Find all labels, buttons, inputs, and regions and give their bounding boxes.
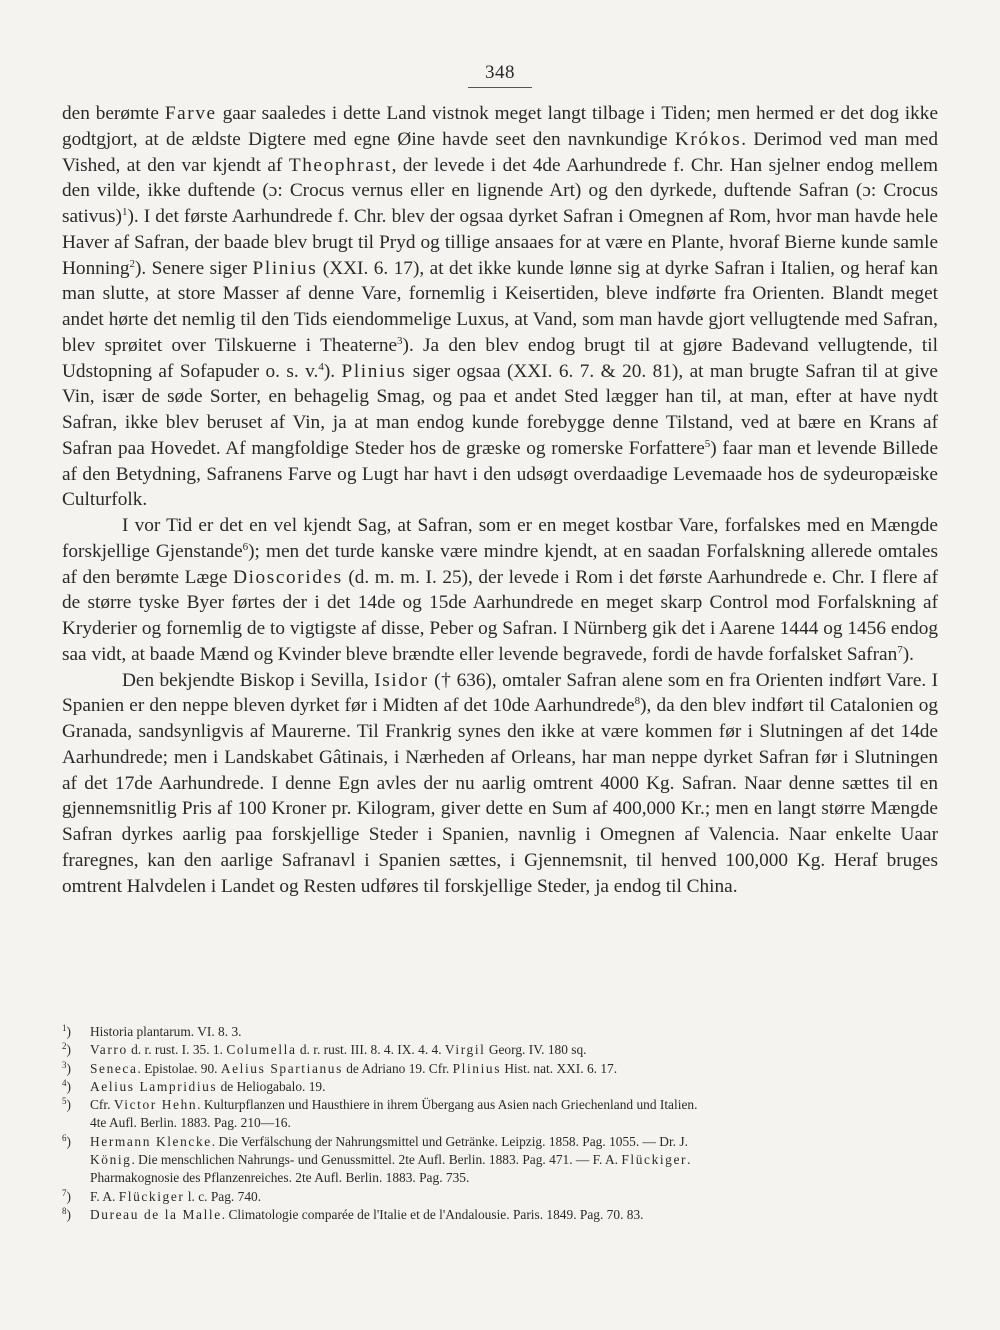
text-run: . Kulturpflanzen und Hausthiere in ihrem Übergang aus Asien nach Griechenland und Italien. (197, 1097, 698, 1113)
spaced-name: Farve (164, 103, 217, 124)
footnote-marker: $^3$) (62, 1059, 71, 1076)
footnote-line (90, 1078, 938, 1096)
text-run: . Epistolae. 90. (137, 1060, 221, 1076)
paragraph (62, 668, 938, 900)
spaced-name: Dureau de la Malle (90, 1206, 222, 1222)
spaced-name: Isidor (374, 669, 429, 691)
text-run: siger ogsaa (XXI. 6. 7. & 20. 81), at man brugte Safran til at give Vin, især de søde Sorter, en behagelig Smag, og paa et andet Sted lægger han til, at man, efter at have nydt Safran, ikke blev beruset af Vin, ja at man endog kunde forebygge denne Tilstand, ved at bære en Krans af Safran paa Hovedet. Af mangfoldige Steder hos de græske og romerske Forfattere (62, 360, 938, 459)
text-run: de Adriano 19. Cfr. (342, 1060, 453, 1076)
footnote-ref: 5 (704, 437, 711, 450)
footnote-number: 3 (62, 1059, 67, 1070)
footnote (62, 1206, 938, 1224)
text-run: gaar saaledes i dette Land vistnok meget langt tilbage i Tiden; men hermed er det dog ikke godtgjort, at de ældste Digtere med egne Øine havde seet den navnkundige (62, 103, 939, 150)
paragraph (62, 101, 938, 513)
text-run: († 636), omtaler Safran alene som en fra Orienten indført Vare. I Spanien er den neppe bleven dyrket før i Midten af det 10de Aarhundrede (62, 669, 938, 717)
footnote-line (90, 1169, 938, 1187)
footnote-marker: $^8$) (62, 1205, 71, 1222)
text-run: ). Ja den blev endog brugt til at gjøre Badevand vellugtende, til Udstopning af Sofapuder o. s. v. (62, 334, 938, 382)
text-run: . Die menschlichen Nahrungs- und Genussmittel. 2te Aufl. Berlin. 1883. Pag. 471. — F. A. (131, 1152, 622, 1168)
footnote-marker: $^7$) (62, 1187, 71, 1204)
footnote-line (90, 1151, 938, 1169)
footnote-line (90, 1114, 938, 1132)
text-run: , der levede i det 4de Aarhundrede f. Chr. Han sjelner endog mellem den vilde, ikke duftende (ɔ: Crocus vernus eller en lignende Art) og den dyrkede, duftende Safran (ɔ: Crocus sativus) (62, 154, 938, 227)
text-run: . (687, 1152, 691, 1168)
footnote (62, 1041, 938, 1059)
text-run: Historia plantarum. VI. 8. 3. (90, 1024, 242, 1039)
footnote-line (90, 1133, 938, 1151)
text-run: ). Senere siger (134, 257, 253, 279)
footnote (62, 1060, 938, 1078)
footnote-line (90, 1041, 938, 1059)
spaced-name: Plinius (452, 1060, 502, 1076)
footnote-ref: 4 (318, 360, 324, 373)
text-run: I vor Tid er det en vel kjendt Sag, at Safran, som er en meget kostbar Vare, forfalskes med en Mængde forskjellige Gjenstande (62, 515, 938, 562)
text-run: (d. m. m. I. 25), der levede i Rom i det første Aarhundrede e. Chr. I flere af de større tyske Byer førtes der i det 14de og 15de Aarhundrede en meget skarp Control mod Forfalskning af Kryderier og fornemlig de to vigtigste af disse, Peber og Safran. I Nürnberg gik det i Aarene 1444 og 1456 endog saa vidt, at baade Mænd og Kvinder bleve brændte eller levende begravede, fordi de havde forfalsket Safran (62, 566, 939, 665)
footnote (62, 1078, 938, 1096)
footnote-number: 2 (62, 1041, 67, 1052)
page-number: 348 (468, 62, 532, 88)
text-run: d. r. rust. I. 35. 1. (127, 1042, 227, 1058)
footnote-line (90, 1096, 938, 1114)
text-run: Pharmakognosie des Pflanzenreiches. 2te Aufl. Berlin. 1883. Pag. 735. (90, 1170, 470, 1186)
spaced-name: Dioscorides (233, 566, 343, 588)
text-run: . Derimod ved man med Vished, at den var kjendt af (62, 128, 939, 176)
spaced-name: Victor Hehn (113, 1097, 198, 1113)
spaced-name: Plinius (341, 360, 407, 382)
footnote-number: 4 (62, 1077, 67, 1088)
footnote-ref: 2 (129, 257, 135, 270)
text-run: ). (902, 643, 914, 665)
spaced-name: Hermann Klencke (90, 1133, 212, 1149)
footnote-ref: 7 (897, 643, 903, 656)
text-run: . Climatologie comparée de l'Italie et de l'Andalousie. Paris. 1849. Pag. 70. 83. (221, 1206, 644, 1222)
spaced-name: Virgil (444, 1042, 486, 1058)
footnote (62, 1023, 938, 1041)
footnote-marker: $^6$) (62, 1132, 71, 1149)
text-run: (XXI. 6. 17), at det ikke kunde lønne sig at dyrke Safran i Italien, og heraf kan man slutte, at store Masser af denne Vare, fornemlig i Keisertiden, bleve indførte fra Orienten. Blandt meget andet hørte det nemlig til den Tids eiendommelige Luxus, at Vand, som man havde gjort vellugtende med Safran, blev sprøitet over Tilskuerne i Theaterne (62, 257, 938, 356)
spaced-name: Flückiger (118, 1188, 185, 1204)
spaced-name: Aelius Lampridius (90, 1078, 218, 1094)
text-run: Hist. nat. XXI. 6. 17. (501, 1060, 618, 1076)
text-run: Den bekjendte Biskop i Sevilla, (122, 669, 375, 691)
text-run: ) faar man et levende Billede af den Betydning, Safranens Farve og Lugt har havt i den udsøgt overdaadige Levemaade hos de sydeuropæiske Culturfolk. (62, 437, 939, 511)
text-run: d. r. rust. III. 8. 4. IX. 4. 4. (296, 1042, 445, 1058)
spaced-name: Varro (90, 1042, 128, 1058)
text-run: . Die Verfälschung der Nahrungsmittel und Getränke. Leipzig. 1858. Pag. 1055. — Dr. J. (211, 1133, 688, 1149)
paragraph (62, 513, 938, 668)
text-run: Georg. IV. 180 sq. (485, 1042, 587, 1058)
footnote-ref: 6 (242, 540, 249, 553)
footnote-ref: 1 (121, 206, 128, 218)
body-text (62, 101, 938, 899)
footnote-marker: $^2$) (62, 1041, 71, 1058)
text-run: l. c. Pag. 740. (184, 1188, 262, 1204)
footnote-line (90, 1206, 938, 1224)
footnote-line (90, 1060, 938, 1078)
text-run: ). (323, 360, 342, 382)
text-run: den berømte (62, 103, 165, 124)
footnote-number: 1 (62, 1023, 67, 1033)
text-run: ). I det første Aarhundrede f. Chr. blev der ogsaa dyrket Safran i Omegnen af Rom, hvor man havde hele Haver af Safran, der baade blev brugt til Pryd og tillige ansaaes for at være en Plante, hvoraf Bierne kunde samle Honning (62, 206, 938, 279)
footnote (62, 1188, 938, 1206)
text-run: Cfr. (90, 1097, 114, 1113)
text-run: ), da den blev indført til Catalonien og Granada, sandsynligvis af Maurerne. Til Frankrig synes den ikke at være kommen før i Slutningen af det 14de Aarhundrede; men i Landskabet Gâtinais, i Nærheden af Orleans, har man neppe dyrket Safran før i Slutningen af det 17de Aarhundrede. I denne Egn avles der nu aarlig omtrent 4000 Kg. Safran. Naar denne sættes til en gjennemsnitlig Pris af 100 Kroner pr. Kilogram, giver dette en Sum af 400,000 Kr.; men en langt større Mængde Safran dyrkes aarlig paa forskjellige Steder i Spanien, navnlig i Omegnen af Valencia. Naar enkelte Uaar fraregnes, kan den aarlige Safranavl i Spanien sættes, i Gjennemsnit, til henved 100,000 Kg. Heraf bruges omtrent Halvdelen i Landet og Resten udføres til forskjellige Steder, ja endog til China. (62, 695, 938, 897)
footnote-marker: $^5$) (62, 1096, 71, 1113)
spaced-name: Krókos (674, 128, 742, 150)
footnote (62, 1096, 938, 1133)
footnote-line (90, 1023, 938, 1041)
footnote-number: 7 (62, 1187, 67, 1198)
footnote-ref: 8 (634, 695, 641, 708)
footnote-ref: 3 (397, 334, 403, 347)
text-run: 4te Aufl. Berlin. 1883. Pag. 210—16. (90, 1115, 291, 1131)
spaced-name: Flückiger (621, 1152, 688, 1168)
footnote-marker: $^1$) (62, 1023, 71, 1039)
spaced-name: Aelius Spartianus (220, 1060, 343, 1076)
spaced-name: Theophrast (288, 154, 392, 176)
text-run: ); men det turde kanske være mindre kjendt, at en saadan Forfalskning allerede omtales af den berømte Læge (62, 540, 938, 588)
spaced-name: Seneca (90, 1060, 138, 1076)
spaced-name: König (90, 1152, 132, 1168)
footnotes (62, 1023, 938, 1224)
footnote-number: 8 (62, 1205, 67, 1216)
spaced-name: Columella (226, 1042, 297, 1058)
text-run: de Heliogabalo. 19. (217, 1078, 326, 1094)
footnote-marker: $^4$) (62, 1077, 71, 1094)
footnote-line (90, 1188, 938, 1206)
spaced-name: Plinius (252, 257, 318, 279)
footnote-number: 5 (62, 1096, 67, 1107)
footnote-number: 6 (62, 1132, 67, 1143)
text-run: F. A. (90, 1188, 119, 1204)
footnote (62, 1133, 938, 1188)
